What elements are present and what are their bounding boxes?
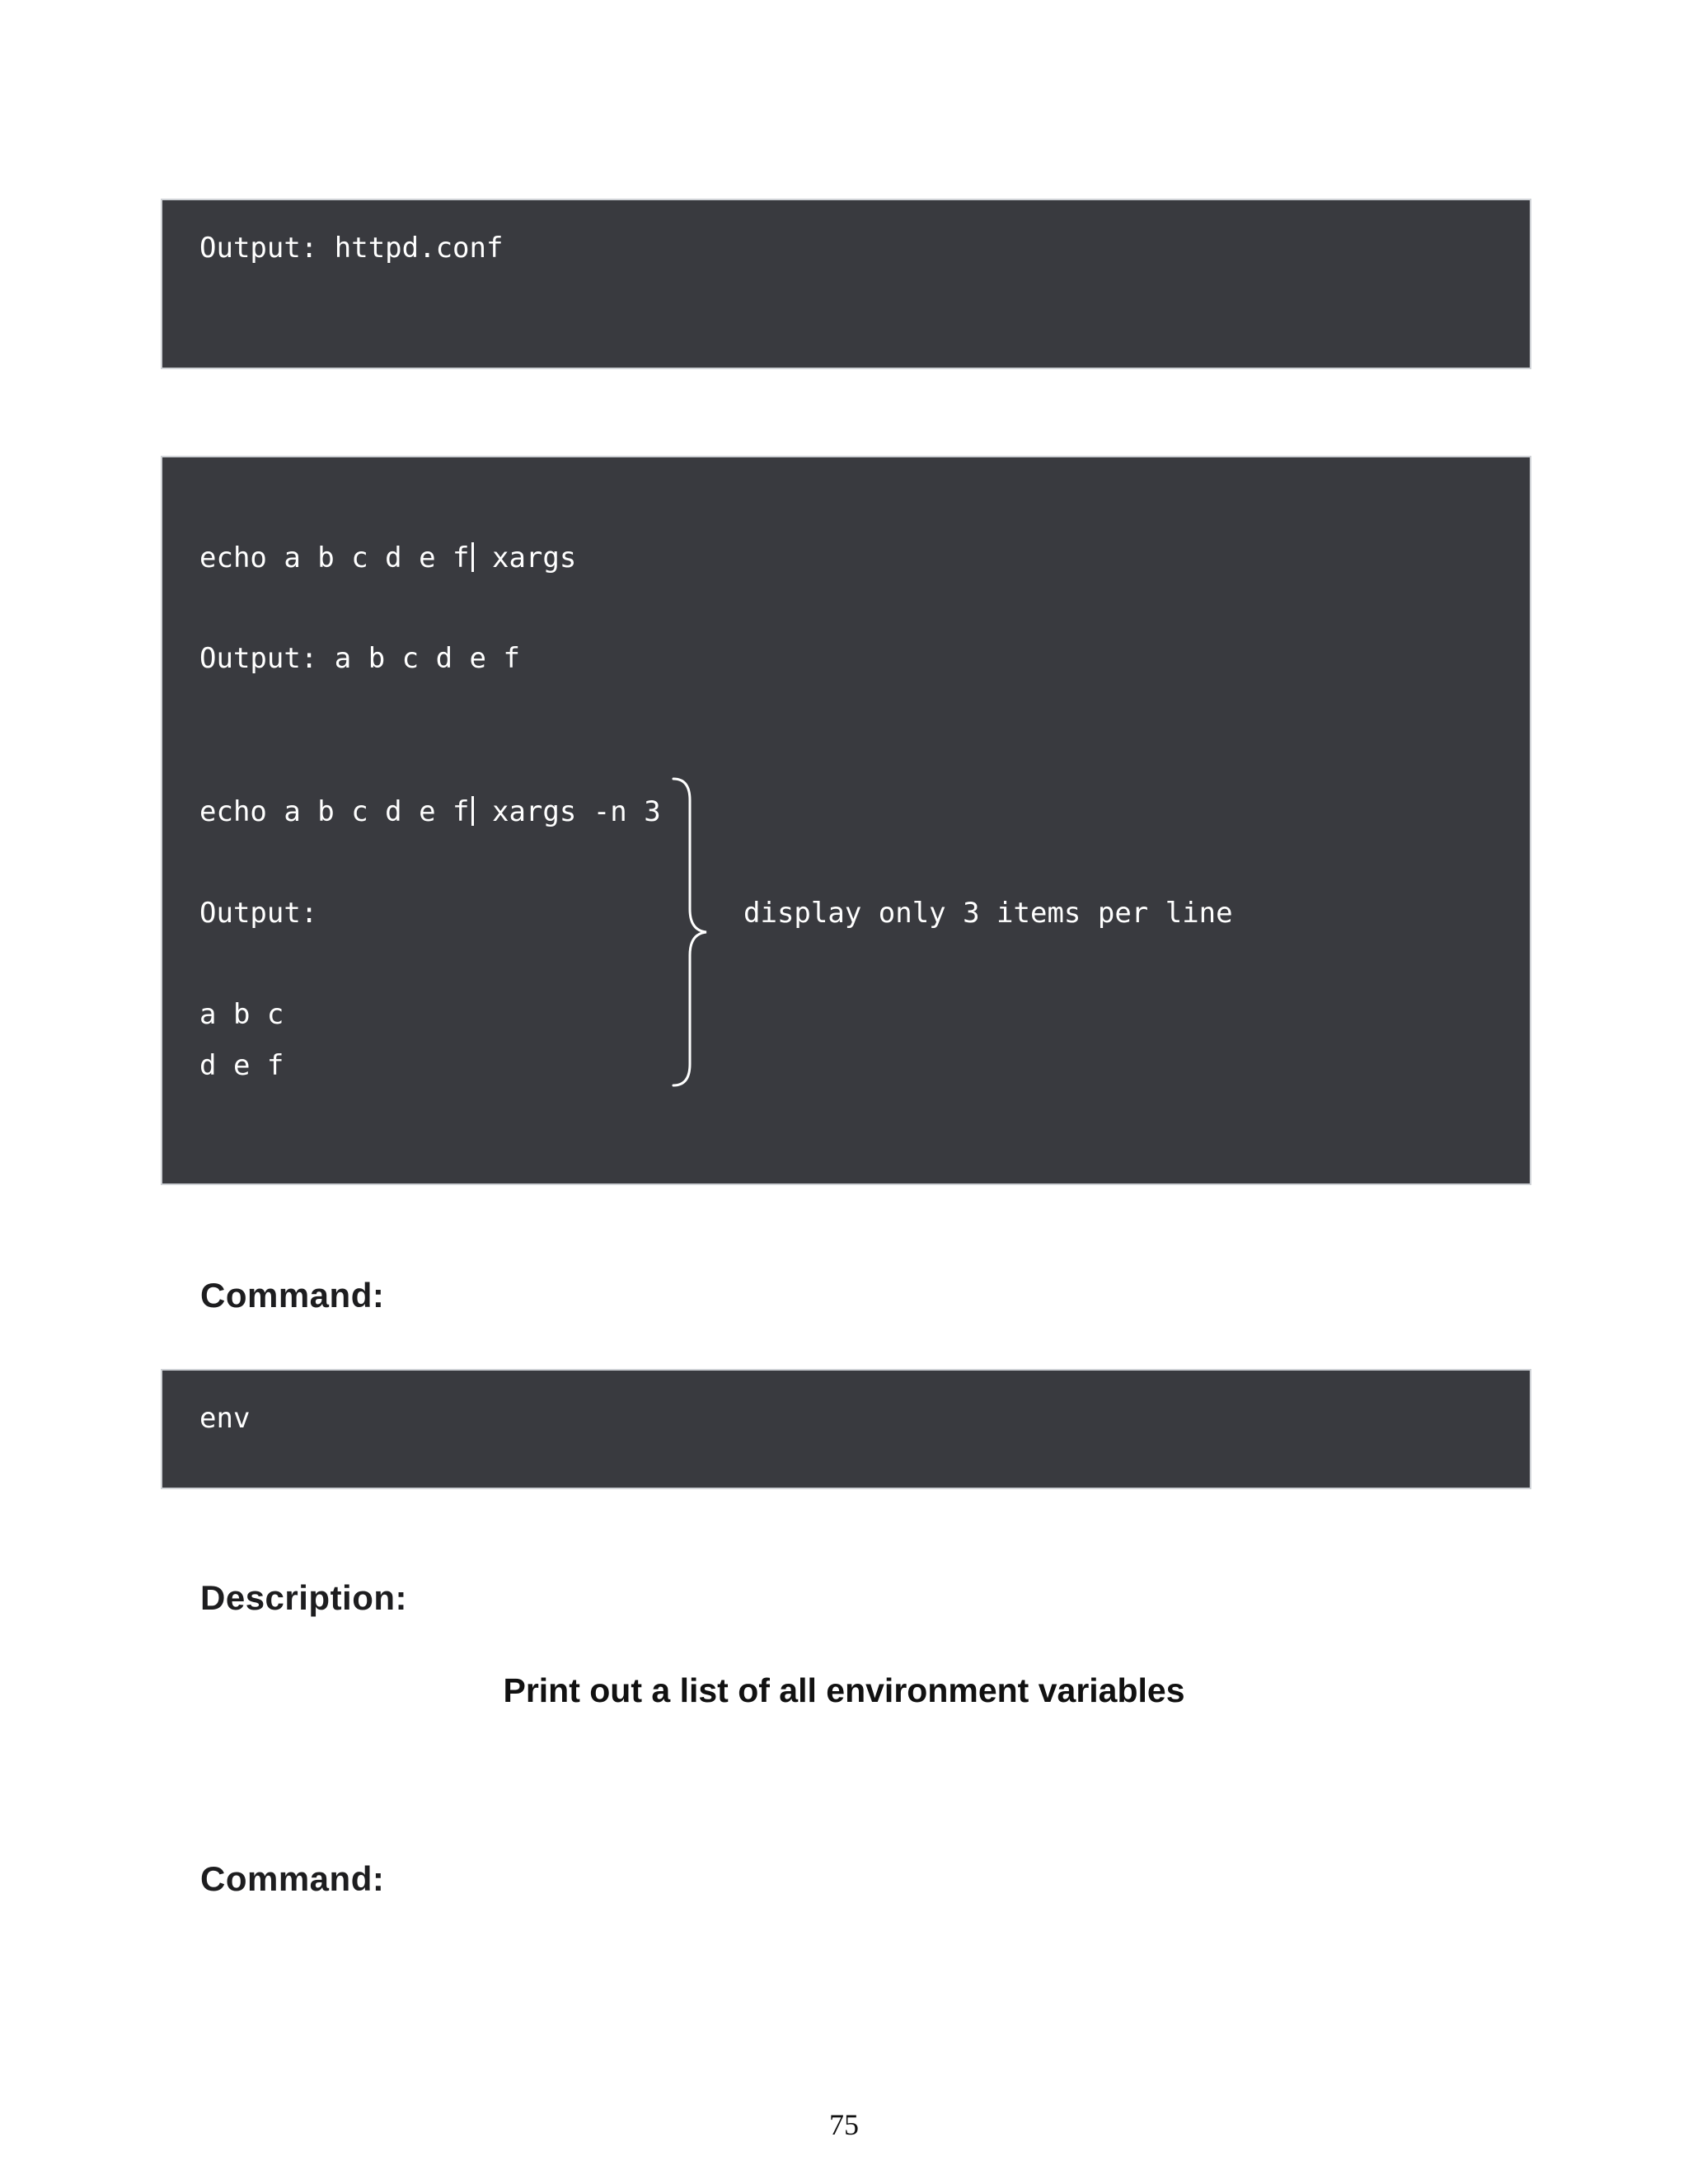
code-line-output-abc: a b c bbox=[199, 998, 284, 1031]
curly-brace-icon bbox=[672, 777, 721, 1087]
code-line-echo-xargs bbox=[199, 541, 576, 574]
command-xargs-part: xargs bbox=[475, 541, 577, 574]
pipe-bar bbox=[471, 796, 474, 826]
code-line-output-def: d e f bbox=[199, 1049, 284, 1082]
code-block-xargs-example bbox=[161, 456, 1531, 1185]
command-echo-part: echo a b c d e f bbox=[199, 541, 470, 574]
code-line-env: env bbox=[199, 1402, 251, 1435]
code-line-output-label: Output: bbox=[199, 897, 318, 930]
code-block-httpd-output bbox=[161, 199, 1531, 369]
command-heading-2: Command: bbox=[200, 1859, 385, 1898]
page-number: 75 bbox=[829, 2108, 859, 2141]
command-echo-part: echo a b c d e f bbox=[199, 795, 470, 828]
code-line-echo-xargs-n3 bbox=[199, 795, 661, 828]
command-xargs-n3-part: xargs -n 3 bbox=[475, 795, 661, 828]
code-block-env bbox=[161, 1369, 1531, 1489]
annotation-text: display only 3 items per line bbox=[743, 897, 1233, 930]
description-heading: Description: bbox=[200, 1578, 408, 1617]
command-heading: Command: bbox=[200, 1276, 385, 1315]
code-line-output-httpd: Output: httpd.conf bbox=[199, 232, 504, 265]
description-text: Print out a list of all environment variables bbox=[503, 1671, 1185, 1709]
code-line-output-abcdef: Output: a b c d e f bbox=[199, 642, 520, 675]
pipe-bar bbox=[471, 542, 474, 572]
